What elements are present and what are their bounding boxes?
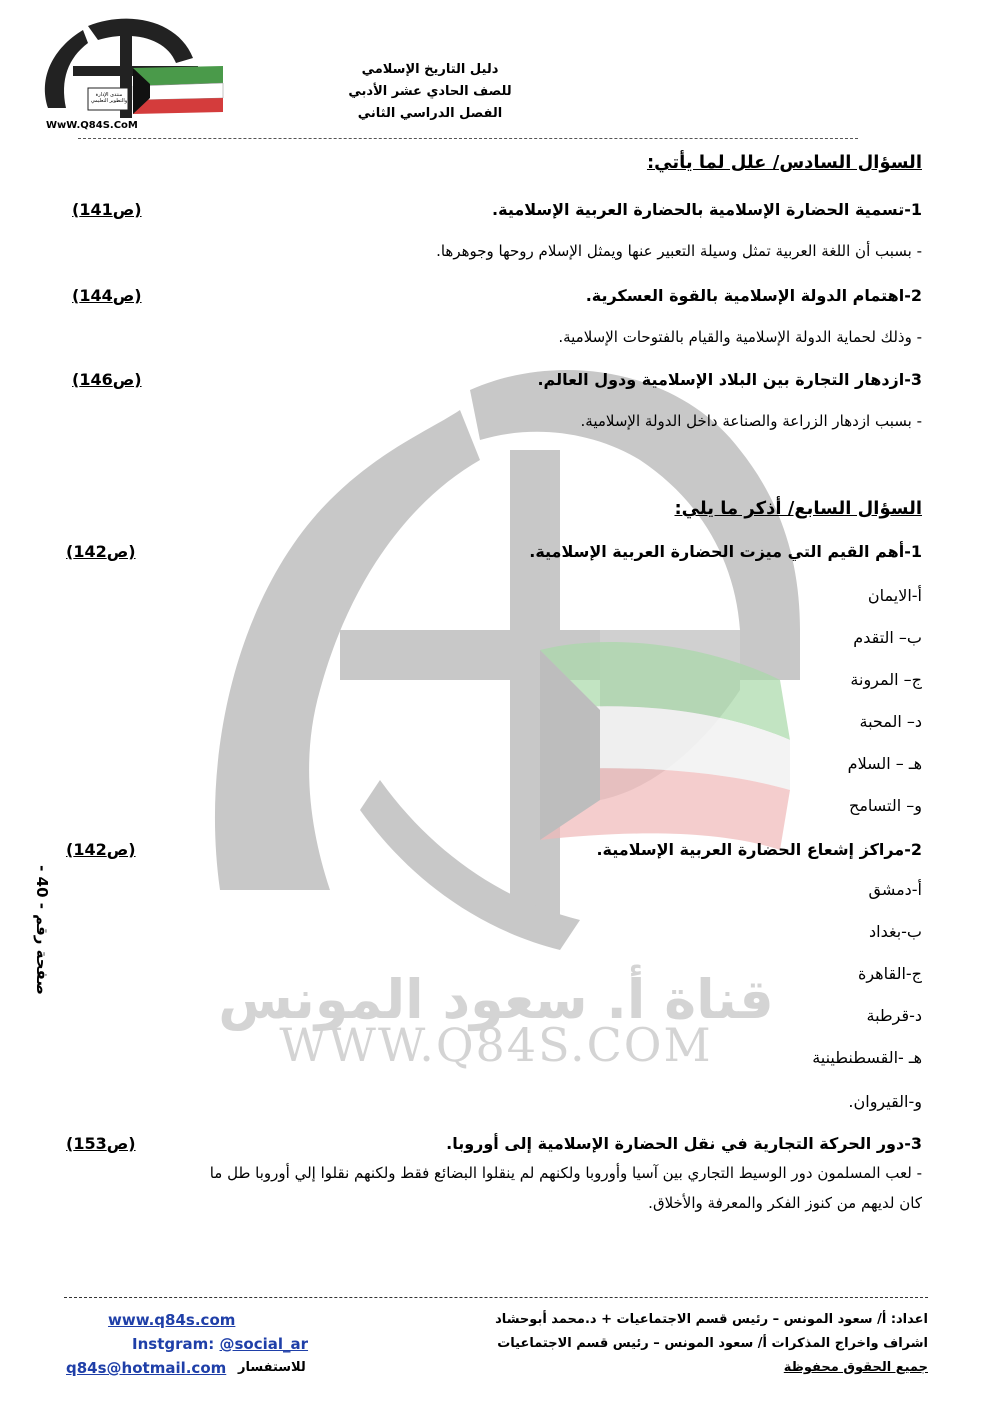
footer-inquiry-label: للاستفسار [238,1360,306,1375]
q6-item-2-ref: (ص144) [72,286,142,305]
q7-item-1-list-item: ب– التقدم [853,628,922,647]
watermark-english-text: WWW.Q84S.COM [279,1018,713,1072]
q7-item-2-list-item: د-قرطبة [866,1006,922,1025]
q7-item-1-ref: (ص142) [66,542,136,561]
site-logo [28,8,228,136]
q7-title: السؤال السابع/ أذكر ما يلي: [674,498,922,519]
footer-website-link[interactable]: www.q84s.com [108,1311,236,1329]
q7-item-2-list-item: أ-دمشق [868,880,922,899]
q7-item-3-answer-line-2: كان لديهم من كنوز الفكر والمعرفة والأخلاق. [648,1194,922,1212]
page-number-text: صفحة رقم - 40 - [33,865,51,995]
q7-item-3-answer-line-1: - لعب المسلمون دور الوسيط التجاري بين آسيا وأوروبا ولكنهم لم ينقلوا البضائع فقط ولكنهم نقلوا إلي أوروبا طل ما [209,1164,922,1182]
q7-item-2-list-item: و-القيروان. [848,1092,922,1111]
q7-item-1-list-item: و– التسامح [848,796,922,815]
logo-banner: منتدى الإدارة والتطوير التعليمي [90,92,128,104]
q7-item-1-list-item: أ-الايمان [867,586,922,605]
q6-item-3: 3-ازدهار التجارة بين البلاد الإسلامية ودول العالم. [537,370,922,389]
q7-item-1-list-item: د– المحبة [859,712,922,731]
footer-rights: جميع الحقوق محفوظة [783,1360,928,1375]
page-number-label [12,860,72,1000]
q7-item-2-list-item: هـ -القسطنطينية [812,1048,922,1067]
header-line-2: للصف الحادي عشر الأدبي [348,84,512,99]
footer-credit-1: اعداد: أ/ سعود المونس – رئيس قسم الاجتماعيات + د.محمد أبوحشاد [495,1312,928,1327]
watermark-arabic-text: قناة أ. سعود المونس [218,968,774,1031]
q7-item-1-list-item: ج– المرونة [850,670,922,689]
header-line-1: دليل التاريخ الإسلامي [361,62,499,77]
q7-item-3-ref: (ص153) [66,1134,136,1153]
q6-item-3-answer: - بسبب ازدهار الزراعة والصناعة داخل الدولة الإسلامية. [580,412,922,430]
logo-globe-icon [28,8,228,136]
instagram-handle-link[interactable]: @social_ar [219,1335,309,1353]
header-line-3: الفصل الدراسي الثاني [357,106,503,121]
q7-item-1: 1-أهم القيم التي ميزت الحضارة العربية الإسلامية. [529,542,922,561]
q7-item-2-list-item: ب-بغداد [869,922,922,941]
footer-credit-2: اشراف واخراج المذكرات أ/ سعود المونس – رئيس قسم الاجتماعيات [497,1336,928,1351]
q6-item-2: 2-اهتمام الدولة الإسلامية بالقوة العسكرية. [585,286,922,305]
q6-item-3-ref: (ص146) [72,370,142,389]
q7-item-2-ref: (ص142) [66,840,136,859]
footer-email-link[interactable]: q84s@hotmail.com [66,1359,227,1377]
logo-caption: WwW.Q84S.CoM [46,120,138,131]
footer-divider [64,1297,928,1298]
q6-item-2-answer: - وذلك لحماية الدولة الإسلامية والقيام بالفتوحات الإسلامية. [558,328,922,346]
q7-item-2-list-item: ج-القاهرة [857,964,922,983]
q6-item-1: 1-تسمية الحضارة الإسلامية بالحضارة العربية الإسلامية. [492,200,922,219]
q6-item-1-ref: (ص141) [72,200,142,219]
header-divider [78,138,858,139]
footer-instagram [132,1335,308,1353]
q7-item-2: 2-مراكز إشعاع الحضارة العربية الإسلامية. [596,840,922,859]
q7-item-1-list-item: هـ – السلام [847,754,922,773]
instagram-label: Instgram: [132,1335,215,1353]
q6-title: السؤال السادس/ علل لما يأتي: [646,152,922,173]
q7-item-3: 3-دور الحركة التجارية في نقل الحضارة الإسلامية إلى أوروبا. [446,1134,922,1153]
q6-item-1-answer: - بسبب أن اللغة العربية تمثل وسيلة التعبير عنها ويمثل الإسلام روحها وجوهرها. [436,242,922,260]
